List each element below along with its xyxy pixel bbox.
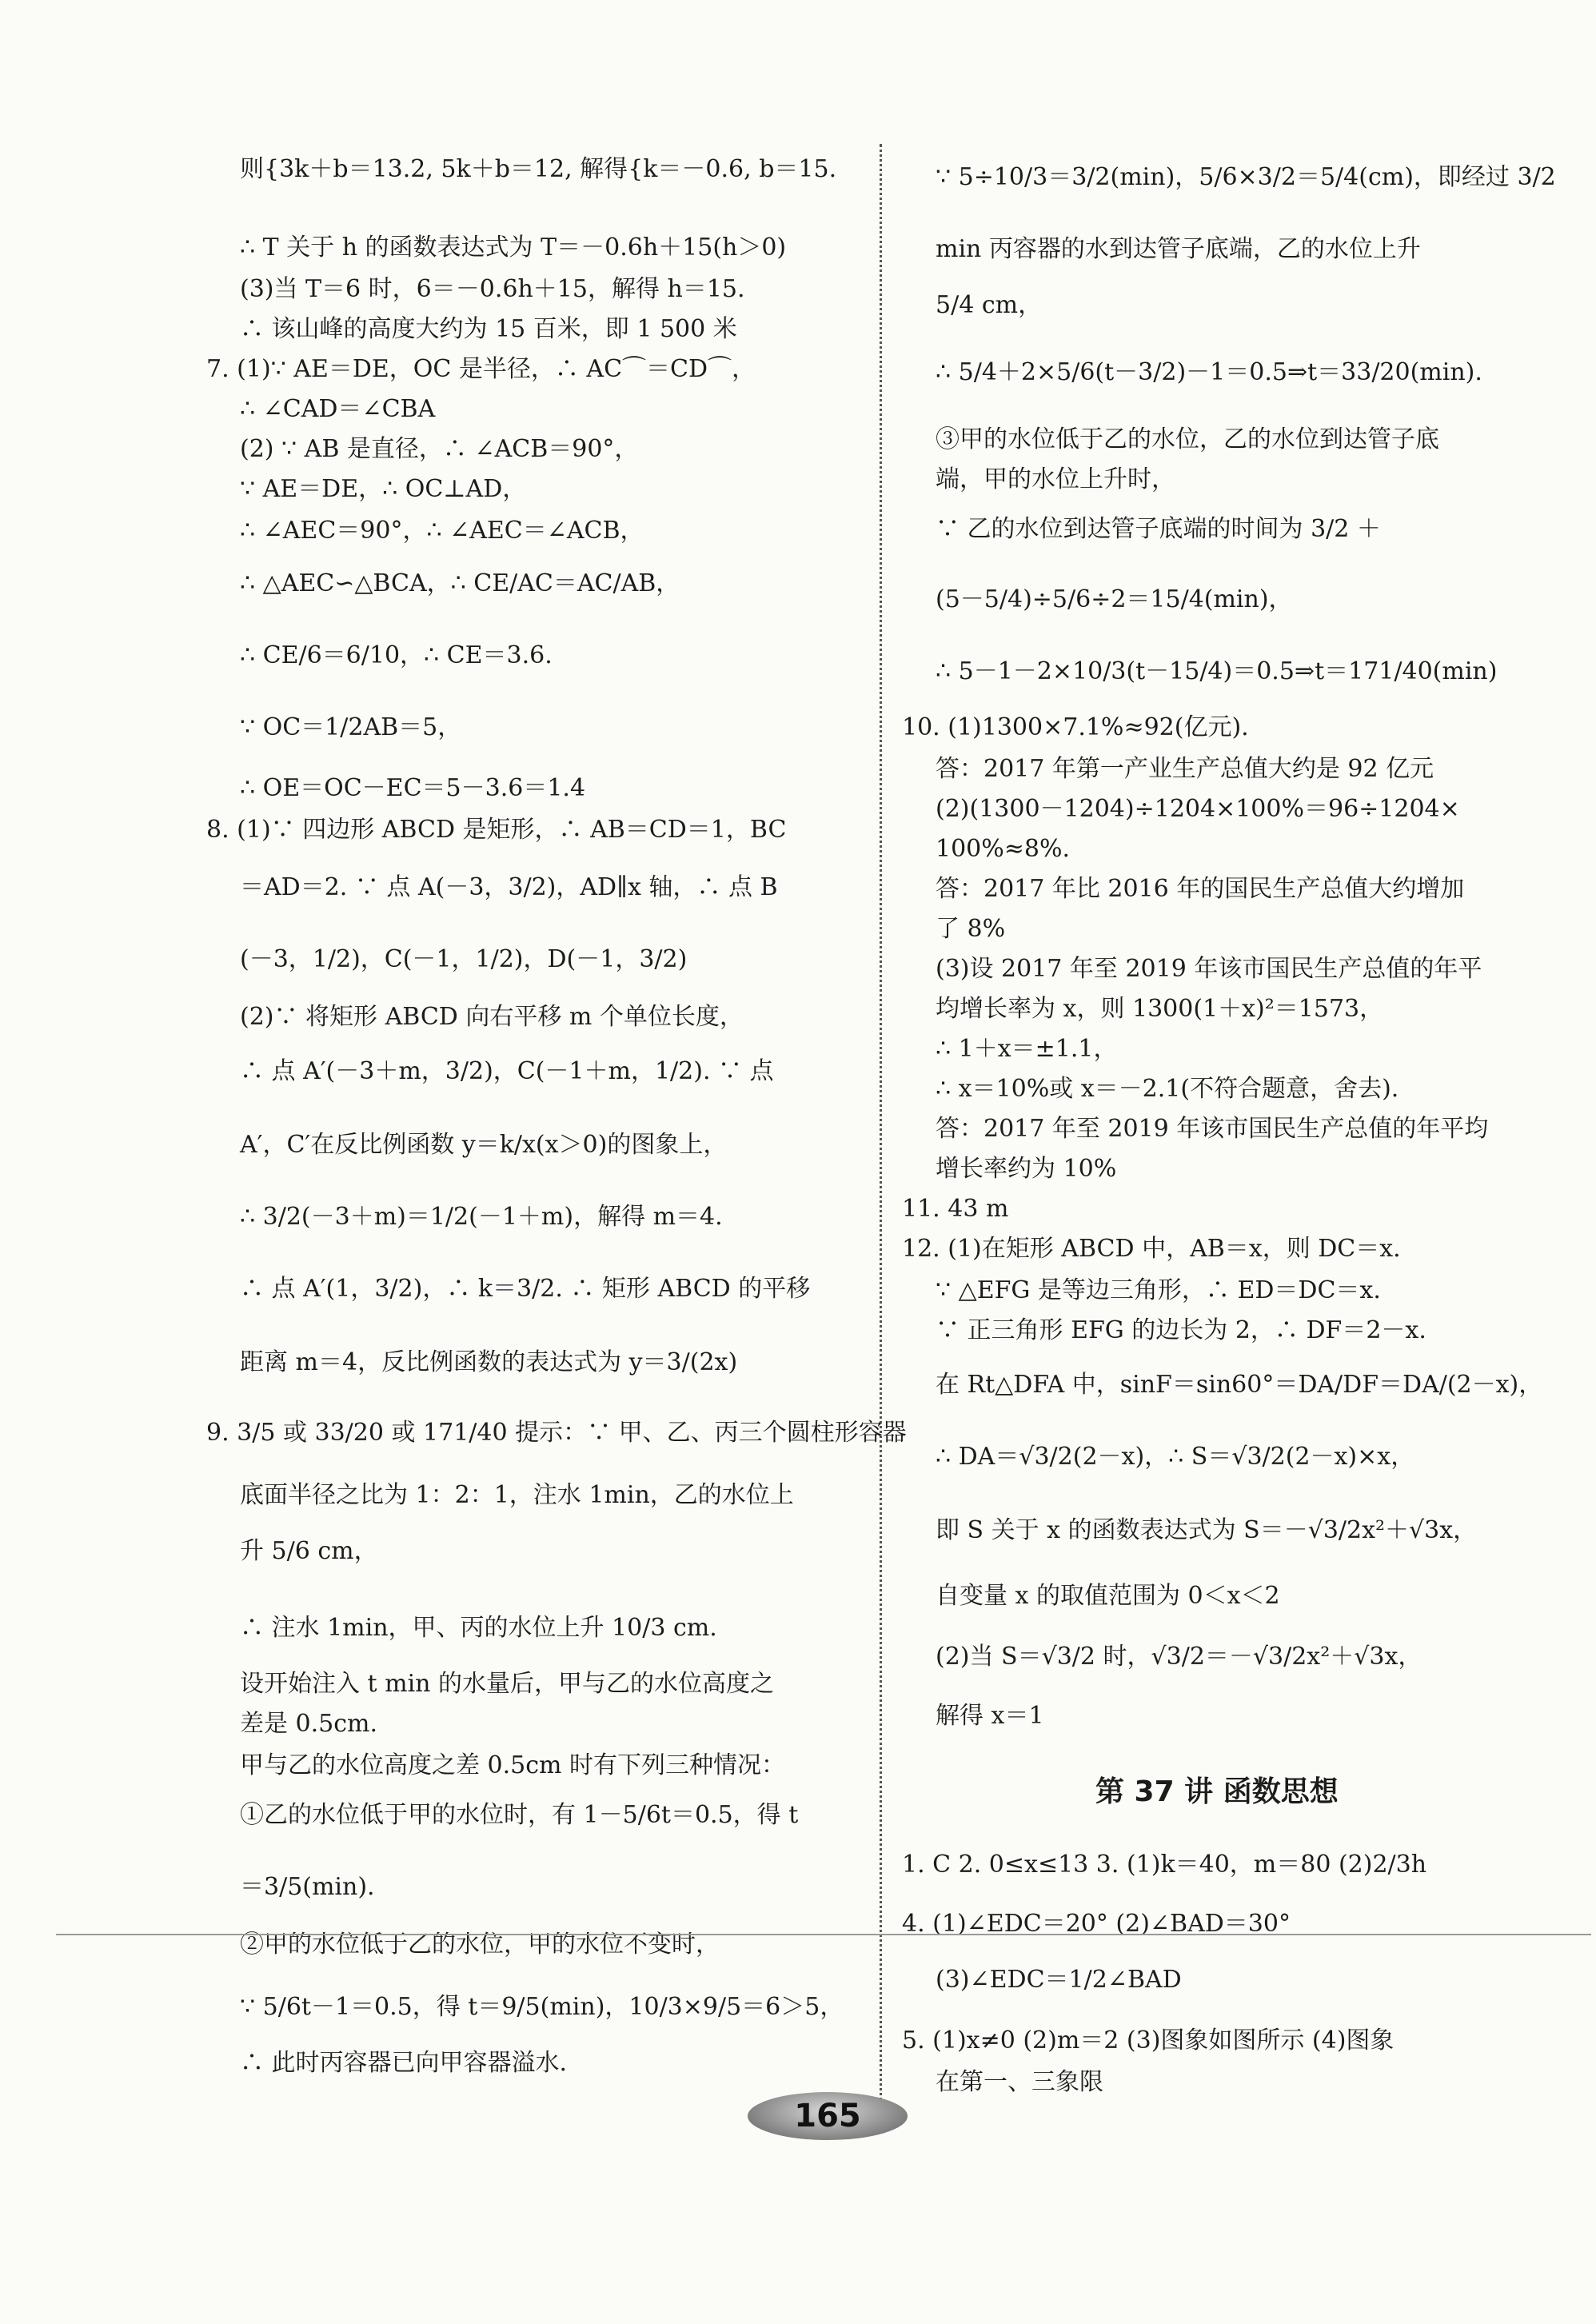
text-line: ∴ x＝10%或 x＝－2.1(不符合题意，舍去). [936, 1075, 1399, 1103]
text-line: 均增长率为 x，则 1300(1＋x)²＝1573， [936, 995, 1384, 1023]
text-line: ∴ 5－1－2×10/3(t－15/4)＝0.5⇒t＝171/40(min) [936, 657, 1498, 685]
text-line: 距离 m＝4，反比例函数的表达式为 y＝3/(2x) [240, 1348, 738, 1376]
text-line: ∴ 3/2(－3＋m)＝1/2(－1＋m)，解得 m＝4. [240, 1203, 723, 1231]
section-title: 第 37 讲 函数思想 [1095, 1775, 1339, 1808]
text-line: ∴ 此时丙容器已向甲容器溢水. [240, 2049, 568, 2077]
text-line: 端，甲的水位上升时， [936, 465, 1175, 493]
page-number: 165 [748, 2092, 908, 2140]
text-line: ∴ ∠CAD＝∠CBA [240, 395, 436, 423]
text-line: 差是 0.5cm. [240, 1710, 378, 1738]
text-line: ∴ T 关于 h 的函数表达式为 T＝－0.6h＋15(h＞0) [240, 234, 787, 262]
text-line: 增长率约为 10% [936, 1155, 1117, 1183]
text-line: ∴ 点 A′(－3＋m，3/2)，C(－1＋m，1/2). ∵ 点 [240, 1057, 774, 1085]
text-line: ∵ 5÷10/3＝3/2(min)，5/6×3/2＝5/4(cm)，即经过 3/2 [936, 163, 1556, 191]
text-line: ∵ OC＝1/2AB＝5， [240, 713, 462, 741]
text-line: min 丙容器的水到达管子底端，乙的水位上升 [936, 235, 1421, 263]
text-line: ∴ CE/6＝6/10，∴ CE＝3.6. [240, 641, 553, 669]
text-line: (2)(1300－1204)÷1204×100%＝96÷1204× [936, 795, 1460, 823]
text-line: 在 Rt△DFA 中，sinF＝sin60°＝DA/DF＝DA/(2－x)， [936, 1371, 1543, 1399]
problem-10: 10. (1)1300×7.1%≈92(亿元). [902, 713, 1249, 741]
text-line: 即 S 关于 x 的函数表达式为 S＝－√3/2x²＋√3x， [936, 1516, 1478, 1544]
text-line: 升 5/6 cm， [240, 1537, 378, 1565]
text-line: ∵ 正三角形 EFG 的边长为 2，∴ DF＝2－x. [936, 1316, 1426, 1344]
text-line: 了 8% [936, 915, 1006, 943]
answer-5: 5. (1)x≠0 (2)m＝2 (3)图象如图所示 (4)图象 [902, 2027, 1395, 2054]
text-line: (3)设 2017 年至 2019 年该市国民生产总值的年平 [936, 955, 1482, 983]
problem-7: 7. (1)∵ AE＝DE，OC 是半径，∴ AC⌒＝CD⌒， [206, 355, 756, 383]
text-line: (2)∵ 将矩形 ABCD 向右平移 m 个单位长度， [240, 1003, 744, 1031]
footer-rule [56, 1934, 1591, 1935]
answer-4: 4. (1)∠EDC＝20° (2)∠BAD＝30° [902, 1910, 1291, 1938]
problem-9: 9. 3/5 或 33/20 或 171/40 提示：∵ 甲、乙、丙三个圆柱形容器 [206, 1419, 907, 1447]
text-line: 5/4 cm， [936, 291, 1043, 319]
text-line: 100%≈8%. [936, 835, 1071, 863]
text-line: ∵ 乙的水位到达管子底端的时间为 3/2 ＋ [936, 515, 1381, 543]
problem-8: 8. (1)∵ 四边形 ABCD 是矩形，∴ AB＝CD＝1，BC [206, 816, 787, 844]
text-line: 自变量 x 的取值范围为 0＜x＜2 [936, 1582, 1280, 1610]
text-line: ∴ ∠AEC＝90°，∴ ∠AEC＝∠ACB， [240, 517, 644, 545]
text-line: 底面半径之比为 1：2：1，注水 1min，乙的水位上 [240, 1481, 794, 1509]
text-line: (5－5/4)÷5/6÷2＝15/4(min)， [936, 585, 1293, 613]
text-line: ∴ OE＝OC－EC＝5－3.6＝1.4 [240, 774, 586, 802]
text-line: 则{3k＋b＝13.2, 5k＋b＝12, 解得{k＝－0.6, b＝15. [240, 155, 837, 183]
text-line: ∴ 注水 1min，甲、丙的水位上升 10/3 cm. [240, 1614, 717, 1642]
text-line: (2)当 S＝√3/2 时，√3/2＝－√3/2x²＋√3x， [936, 1643, 1422, 1671]
text-line: ＝AD＝2. ∵ 点 A(－3，3/2)，AD∥x 轴，∴ 点 B [240, 873, 778, 901]
text-line: ∴ DA＝√3/2(2－x)，∴ S＝√3/2(2－x)×x， [936, 1443, 1415, 1471]
text-line: (3)当 T＝6 时，6＝－0.6h＋15，解得 h＝15. [240, 275, 745, 303]
problem-12: 12. (1)在矩形 ABCD 中，AB＝x，则 DC＝x. [902, 1235, 1401, 1263]
text-line: ＝3/5(min). [240, 1873, 375, 1901]
text-line: 甲与乙的水位高度之差 0.5cm 时有下列三种情况： [240, 1751, 786, 1779]
text-line: ②甲的水位低于乙的水位，甲的水位不变时， [240, 1931, 720, 1959]
text-line: ∴ 该山峰的高度大约为 15 百米，即 1 500 米 [240, 315, 737, 343]
text-line: 在第一、三象限 [936, 2068, 1103, 2096]
text-line: (3)∠EDC＝1/2∠BAD [936, 1966, 1182, 1994]
text-line: 答：2017 年第一产业生产总值大约是 92 亿元 [936, 755, 1434, 783]
text-line: ∵ 5/6t－1＝0.5，得 t＝9/5(min)，10/3×9/5＝6＞5， [240, 1993, 844, 2021]
problem-11: 11. 43 m [902, 1195, 1009, 1223]
text-line: A′，C′在反比例函数 y＝k/x(x＞0)的图象上， [240, 1131, 728, 1159]
text-line: 答：2017 年比 2016 年的国民生产总值大约增加 [936, 875, 1465, 903]
answers-1-3: 1. C 2. 0≤x≤13 3. (1)k＝40，m＝80 (2)2/3h [902, 1851, 1427, 1879]
text-line: 解得 x＝1 [936, 1702, 1044, 1730]
text-line: (－3，1/2)，C(－1，1/2)，D(－1，3/2) [240, 945, 688, 973]
text-line: 答：2017 年至 2019 年该市国民生产总值的年平均 [936, 1115, 1489, 1143]
text-line: ∵ △EFG 是等边三角形，∴ ED＝DC＝x. [936, 1276, 1381, 1304]
text-line: ∴ 点 A′(1，3/2)，∴ k＝3/2. ∴ 矩形 ABCD 的平移 [240, 1275, 811, 1303]
text-line: 设开始注入 t min 的水量后，甲与乙的水位高度之 [240, 1670, 775, 1698]
text-line: (2) ∵ AB 是直径，∴ ∠ACB＝90°， [240, 435, 639, 463]
column-divider [880, 144, 882, 2111]
text-line: ∴ 1＋x＝±1.1， [936, 1035, 1118, 1063]
text-line: ∵ AE＝DE，∴ OC⊥AD， [240, 475, 527, 503]
text-line: ∴ 5/4＋2×5/6(t－3/2)－1＝0.5⇒t＝33/20(min). [936, 358, 1482, 386]
text-line: ①乙的水位低于甲的水位时，有 1－5/6t＝0.5，得 t [240, 1801, 799, 1829]
text-line: ∴ △AEC∽△BCA，∴ CE/AC＝AC/AB， [240, 569, 680, 597]
text-line: ③甲的水位低于乙的水位，乙的水位到达管子底 [936, 425, 1439, 453]
